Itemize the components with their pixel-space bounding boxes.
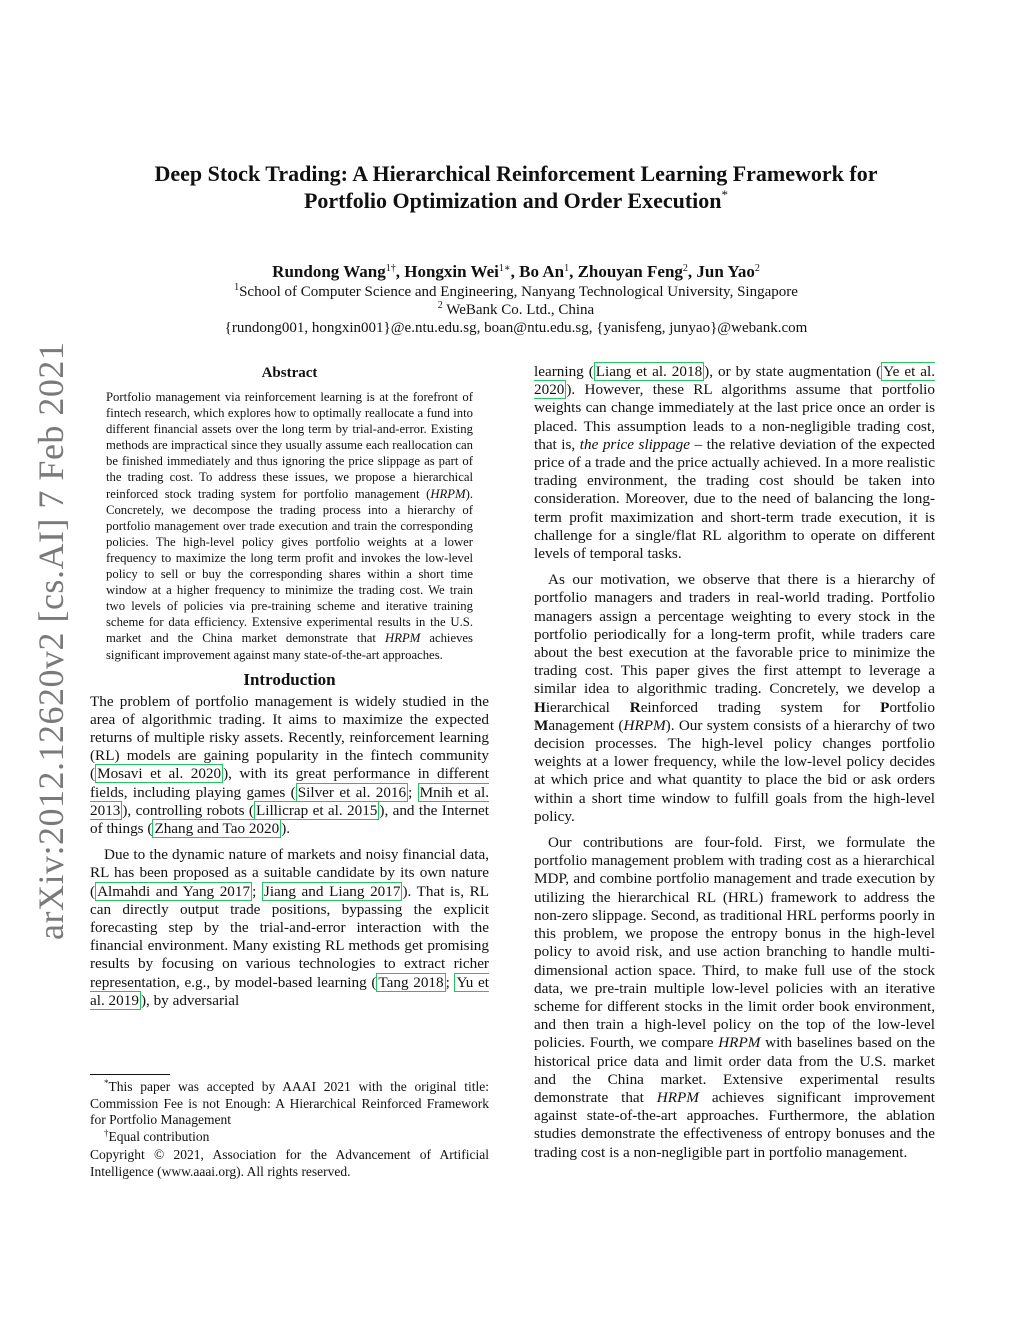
acronym-letter: M [534, 716, 549, 734]
title-line-2: Portfolio Optimization and Order Execution [303, 188, 722, 213]
left-column [90, 363, 489, 1010]
intro-paragraph-1 [90, 693, 489, 839]
arxiv-identifier-stamp: arXiv:2012.12620v2 [cs.AI] 7 Feb 2021 [31, 341, 71, 940]
citation-link[interactable]: Yu et al. 2019 [90, 973, 489, 1009]
title-line-1: Deep Stock Trading: A Hierarchical Reinforcement Learning Framework for [154, 161, 878, 186]
text-segment: ), and the Internet of things ( [90, 801, 489, 838]
author-name: Zhouyan Feng [577, 262, 683, 281]
author-name: Bo An [519, 262, 565, 281]
text-segment: As our motivation, we observe that there is a hierarchy of portfolio managers and traders in real-world trading. Portfolio managers assign a percentage weighting to every stock in the portfolio periodically for a long-term profit, while traders care about the best execution at the favorable price to minimize the trading cost. This paper gives the first attempt to leverage a similar idea to algorithmic trading. Concretely, we develop a [534, 571, 935, 698]
acronym-letter: H [534, 698, 546, 716]
author-affiliation-mark: 1† [385, 263, 396, 274]
author-affiliation-mark: 1 [564, 263, 570, 274]
intro-paragraph-3 [534, 571, 935, 826]
hrpm-term: HRPM [656, 1088, 699, 1106]
intro-paragraph-2 [90, 846, 489, 1010]
hrpm-term: HRPM [430, 486, 466, 501]
intro-paragraph-4 [534, 834, 935, 1162]
affiliation-2 [90, 301, 942, 319]
title-block [90, 160, 942, 337]
citation-link[interactable]: Mnih et al. 2013 [90, 783, 489, 819]
citation-link[interactable]: Liang et al. 2018 [595, 363, 703, 380]
citation-link[interactable]: Mosavi et al. 2020 [97, 765, 222, 783]
footnote-mark: † [104, 1127, 109, 1138]
author-separator: , [395, 262, 405, 281]
text-segment: – the relative deviation of the expected price of a trade and the price actually achieved. In a more realistic trading environment, the trading cost should be taken into consideration. Moreover, due to the need of balancing the long-term profit maximization and short-term trade execution, it is challenge for a single/flat RL algorithm to operate on different levels of temporal tasks. [534, 435, 936, 563]
hrpm-term: HRPM [718, 1034, 761, 1052]
copyright-notice: Copyright © 2021, Association for the Advancement of Artificial Intelligence (www.aaai.org). All rights reserved. [90, 1147, 489, 1179]
abstract-text [106, 389, 473, 663]
text-segment: ; [408, 783, 418, 801]
affiliation-mark: 2 [437, 300, 443, 311]
text-segment: ; [445, 973, 455, 991]
hrpm-term: HRPM [623, 716, 666, 734]
author-affiliation-mark: 2 [754, 263, 760, 274]
text-segment: ortfolio [889, 698, 935, 716]
author-emails: {rundong001, hongxin001}@e.ntu.edu.sg, boan@ntu.edu.sg, {yanisfeng, junyao}@webank.com [224, 320, 808, 336]
affiliation-text: School of Computer Science and Engineering, Nanyang Technological University, Singapore [239, 284, 798, 300]
author-affiliation-mark: 2 [682, 263, 688, 274]
author-separator: , [687, 262, 697, 281]
author-name: Rundong Wang [272, 262, 386, 281]
emphasis: the price slippage [579, 435, 691, 453]
affiliation-1 [90, 283, 942, 301]
footnote-2 [90, 1129, 489, 1146]
citation-link[interactable]: Silver et al. 2016 [297, 783, 407, 801]
text-segment: ), controlling robots ( [122, 801, 254, 819]
abstract-segment: Portfolio management via reinforcement learning is at the forefront of fintech research, which explores how to optimally reallocate a fund into different financial assets over the long term by trial-and-error. Existing methods are impractical since they usually assume each reallocation can be finished immediately and thus ignoring the price slippage as part of the trading cost. To address these issues, we propose a hierarchical reinforced stock trading system for portfolio management ( [106, 390, 473, 501]
abstract-segment: achieves significant improvement against many state-of-the-art approaches. [106, 631, 473, 662]
text-segment: learning ( [534, 363, 594, 380]
text-segment: achieves significant improvement against state-of-the-art approaches. Furthermore, the ablation studies demonstrate the effectiveness of entropy bonuses and the trading cost is a non-negligible part in portfolio management. [534, 1088, 936, 1161]
text-segment: ). Our system consists of a hierarchy of two decision processes. The high-level policy changes portfolio weights at a lower frequency, while the low-level policy decides at which price and what quantity to place the bid or ask orders within a short time window to fulfill goals from the high-level policy. [534, 716, 935, 825]
author-name: Jun Yao [696, 262, 755, 281]
citation-link[interactable]: Ye et al. 2020 [534, 363, 935, 399]
footnote-rule [90, 1074, 170, 1075]
abstract-segment: ). Concretely, we decompose the trading process into a hierarchy of portfolio management over trade execution and train the corresponding policies. The high-level policy gives portfolio weights at a lower frequency to maximize the long term profit and invokes the low-level policy to sell or buy the corresponding shares within a short time window at a higher frequency to minimize the trading cost. We train two levels of policies via pre-training scheme and iterative training scheme for data efficiency. Extensive experimental results in the U.S. market and the China market demonstrate that [106, 486, 473, 646]
citation-link[interactable]: Zhang and Tao 2020 [154, 820, 280, 838]
citation-link[interactable]: Lillicrap et al. 2015 [255, 801, 378, 819]
text-segment: ), by adversarial [140, 991, 240, 1009]
footnote-text: This paper was accepted by AAAI 2021 with the original title: Commission Fee is not Enough: A Hierarchical Reinforced Framework for Portfolio Management [90, 1079, 489, 1127]
text-segment: ierarchical [545, 698, 630, 716]
right-column [534, 363, 935, 1162]
footnote-text: Equal contribution [108, 1128, 210, 1144]
text-segment: Due to the dynamic nature of markets and noisy financial data, RL has been proposed as a suitable candidate by its own nature ( [90, 846, 489, 900]
text-segment: ). [281, 820, 291, 838]
acronym-letter: R [629, 698, 641, 716]
text-segment: ), or by state augmentation ( [704, 363, 882, 380]
text-segment: ). However, these RL algorithms assume that portfolio weights can change immediately at the last price once an order is placed. This assumption leads to a non-negligible trading cost, that is, [534, 381, 935, 453]
title-footnote-mark: * [721, 187, 729, 202]
affiliation-mark: 1 [234, 282, 240, 293]
intro-paragraph-2-continued [534, 363, 935, 563]
citation-link[interactable]: Almahdi and Yang 2017 [97, 882, 251, 900]
author-separator: , [569, 262, 578, 281]
author-separator: , [510, 262, 520, 281]
footnotes [90, 1074, 489, 1180]
footnote-1 [90, 1079, 489, 1129]
author-affiliation-mark: 1∗ [498, 263, 511, 274]
citation-link[interactable]: Jiang and Liang 2017 [263, 882, 401, 900]
text-segment: ). That is, RL can directly output trade positions, bypassing the explicit forecasting step by the trial-and-error interaction with the financial environment. Many existing RL methods get promising results by focusing on various technologies to extract richer representation, e.g., by model-based learning ( [90, 882, 489, 991]
citation-link[interactable]: Tang 2018 [378, 973, 444, 991]
acronym-letter: P [880, 698, 890, 716]
author-list [90, 261, 942, 283]
text-segment: einforced trading system for [640, 698, 881, 716]
text-segment: Our contributions are four-fold. First, we formulate the portfolio management problem with trading cost as a hierarchical MDP, and combine portfolio management and trade execution by utilizing the hierarchical RL (HRL) framework to address the non-zero slippage. Second, as traditional HRL performs poorly in this problem, we propose the entropy bonus in the high-level policy to avoid risk, and use action branching to handle multi-dimensional action space. Third, to make full use of the stock data, we pre-train multiple low-level policies with an iterative scheme for different stocks in the limit order book environment, and then train a high-level policy on the top of the low-level policies. Fourth, we compare [534, 834, 935, 1052]
text-segment: ), with its great performance in different fields, including playing games ( [90, 765, 489, 801]
text-segment: ; [252, 882, 262, 900]
affiliation-text: WeBank Co. Ltd., China [442, 302, 595, 318]
footnote-mark: * [104, 1078, 109, 1088]
author-name: Hongxin Wei [404, 262, 499, 281]
text-segment: The problem of portfolio management is widely studied in the area of algorithmic trading. It aims to maximize the expected returns of multiple risky assets. Recently, reinforcement learning (RL) models are gaining popularity in the fintech community ( [90, 692, 489, 783]
text-segment: with baselines based on the historical price data and limit order data from the U.S. market and the China market. Extensive experimental results demonstrate that [534, 1034, 936, 1106]
paper-title [90, 160, 942, 214]
text-segment: anagement ( [548, 716, 624, 734]
abstract-heading: Abstract [261, 365, 318, 381]
introduction-heading: Introduction [243, 669, 336, 689]
hrpm-term: HRPM [385, 631, 421, 646]
